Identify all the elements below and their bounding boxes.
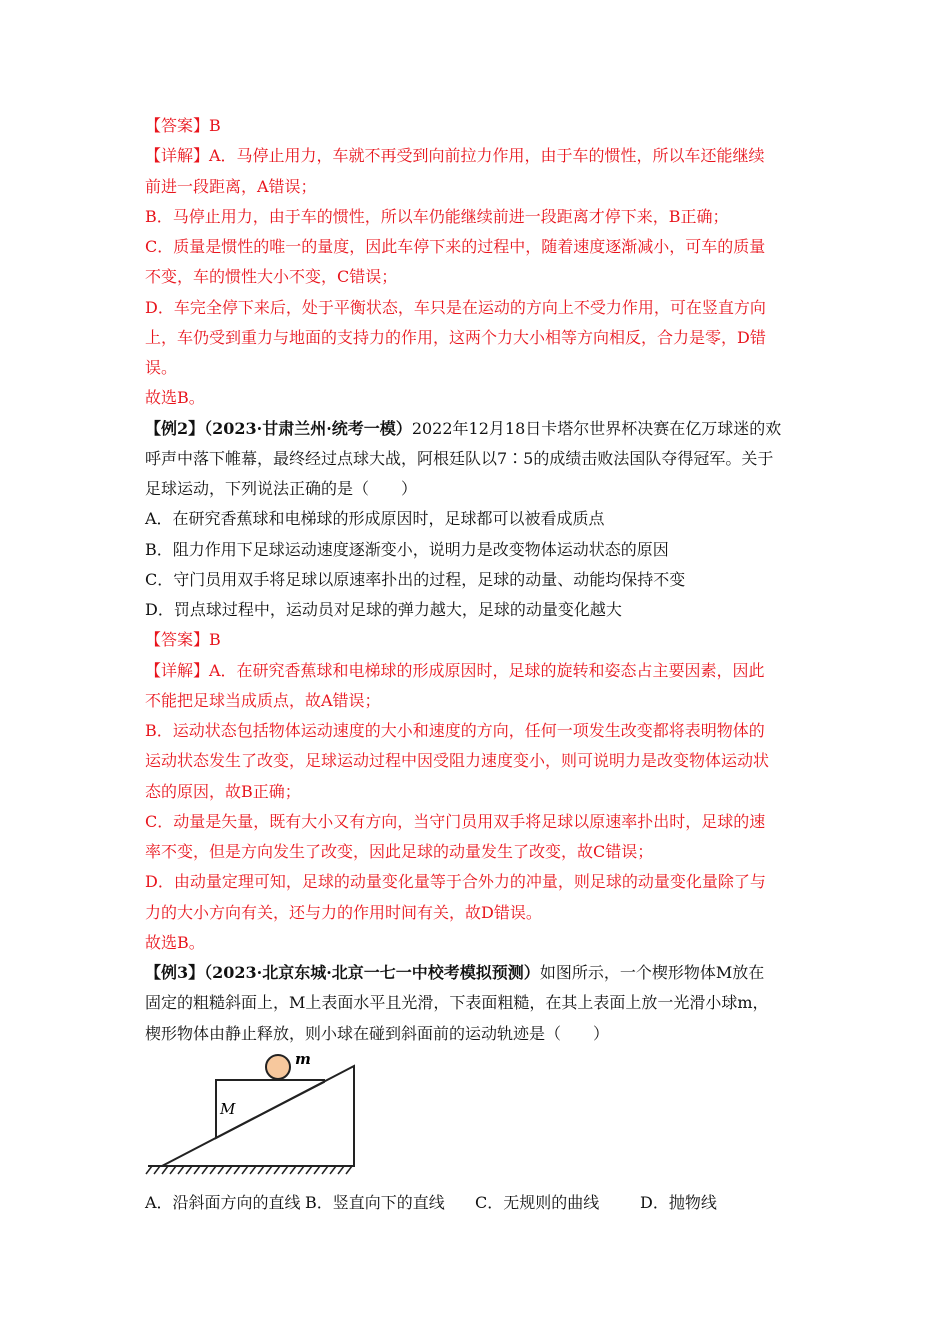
ball-m bbox=[266, 1055, 290, 1079]
line-text: 上，车仍受到重力与地面的支持力的作用，这两个力大小相等方向相反，合力是零，D错 bbox=[145, 327, 766, 347]
text-line bbox=[145, 111, 221, 141]
hatch-mark bbox=[154, 1166, 160, 1174]
text-line bbox=[145, 625, 221, 655]
text-line bbox=[145, 867, 766, 897]
text-line bbox=[145, 807, 765, 837]
hatch-mark bbox=[346, 1166, 352, 1174]
text-line bbox=[145, 898, 542, 928]
text-line bbox=[145, 686, 381, 716]
hatch-mark bbox=[314, 1166, 320, 1174]
text-line bbox=[145, 777, 301, 807]
line-text: B．阻力作用下足球运动速度逐渐变小，说明力是改变物体运动状态的原因 bbox=[145, 539, 669, 559]
hatch-mark bbox=[218, 1166, 224, 1174]
text-line bbox=[145, 202, 729, 232]
text-line bbox=[145, 746, 769, 776]
hatch-mark bbox=[194, 1166, 200, 1174]
line-text: 前进一段距离，A错误； bbox=[145, 176, 317, 196]
line-text: C．动量是矢量，既有大小又有方向，当守门员用双手将足球以原速率扑出时，足球的速 bbox=[145, 811, 766, 831]
hatch-mark bbox=[322, 1166, 328, 1174]
line-text: 固定的粗糙斜面上，M上表面水平且光滑，下表面粗糙，在其上表面上放一光滑小球m， bbox=[145, 993, 769, 1013]
hatch-mark bbox=[210, 1166, 216, 1174]
text-line bbox=[145, 474, 417, 504]
line-text: 误。 bbox=[145, 358, 178, 377]
wedge-incline-figure bbox=[140, 1050, 370, 1180]
example-heading-line bbox=[145, 958, 764, 988]
line-text: C．质量是惯性的唯一的量度，因此车停下来的过程中，随着速度逐渐减小，可车的质量 bbox=[145, 237, 766, 256]
line-text: 【答案】B bbox=[145, 116, 221, 135]
text-line bbox=[145, 262, 397, 292]
line-text: 楔形物体由静止释放，则小球在碰到斜面前的运动轨迹是（ ） bbox=[145, 1023, 610, 1043]
line-text: 运动状态发生了改变，足球运动过程中因受阻力速度变小，则可说明力是改变物体运动状 bbox=[145, 751, 770, 771]
hatch-mark bbox=[258, 1166, 264, 1174]
ball-label: m bbox=[295, 1050, 311, 1068]
hatch-mark bbox=[146, 1166, 152, 1174]
text-line bbox=[145, 535, 669, 565]
line-text: D．由动量定理可知，足球的动量变化量等于合外力的冲量，则足球的动量变化量除了与 bbox=[145, 872, 766, 892]
example-heading-line bbox=[145, 414, 781, 444]
block-label: M bbox=[220, 1100, 236, 1118]
line-text: 不变，车的惯性大小不变，C错误； bbox=[145, 267, 398, 287]
text-line bbox=[145, 444, 773, 474]
hatch-mark bbox=[242, 1166, 248, 1174]
line-text: 故选B。 bbox=[145, 932, 205, 952]
text-line bbox=[145, 595, 622, 625]
option-b: B．竖直向下的直线 bbox=[305, 1193, 445, 1212]
line-text: C．守门员用双手将足球以原速率扑出的过程，足球的动量、动能均保持不变 bbox=[145, 569, 686, 589]
option-d: D．抛物线 bbox=[640, 1193, 717, 1212]
hatch-mark bbox=[250, 1166, 256, 1174]
text-line bbox=[145, 716, 765, 746]
hatch-mark bbox=[226, 1166, 232, 1174]
line-text: A．在研究香蕉球和电梯球的形成原因时，足球都可以被看成质点 bbox=[145, 509, 605, 529]
line-text: 如图所示，一个楔形物体M放在 bbox=[539, 963, 765, 982]
option-c: C．无规则的曲线 bbox=[475, 1193, 600, 1212]
hatch-mark bbox=[170, 1166, 176, 1174]
example-label: 【例3】（2023·北京东城·北京一七一中校考模拟预测） bbox=[145, 963, 540, 982]
text-line bbox=[145, 928, 205, 958]
example-label: 【例2】（2023·甘肃兰州·统考一模） bbox=[145, 418, 412, 438]
hatch-mark bbox=[290, 1166, 296, 1174]
line-text: 态的原因，故B正确； bbox=[145, 781, 301, 801]
line-text: 足球运动，下列说法正确的是（ ） bbox=[145, 479, 418, 498]
hatch-mark bbox=[234, 1166, 240, 1174]
line-text: 力的大小方向有关，还与力的作用时间有关，故D错误。 bbox=[145, 902, 542, 922]
line-text: 【详解】A．在研究香蕉球和电梯球的形成原因时，足球的旋转和姿态占主要因素，因此 bbox=[145, 660, 765, 680]
text-line bbox=[145, 323, 766, 353]
text-line bbox=[145, 353, 177, 383]
line-text: 【答案】B bbox=[145, 630, 221, 650]
line-text: 率不变，但是方向发生了改变，因此足球的动量发生了改变，故C错误； bbox=[145, 842, 654, 861]
hatch-mark bbox=[298, 1166, 304, 1174]
hatch-mark bbox=[330, 1166, 336, 1174]
line-text: 故选B。 bbox=[145, 388, 205, 408]
line-text: B．运动状态包括物体运动速度的大小和速度的方向，任何一项发生改变都将表明物体的 bbox=[145, 721, 765, 740]
text-line bbox=[145, 172, 317, 202]
ground-hatching bbox=[146, 1166, 352, 1174]
line-text: 不能把足球当成质点，故A错误； bbox=[145, 690, 381, 710]
text-line bbox=[145, 504, 605, 534]
text-line bbox=[145, 565, 685, 595]
hatch-mark bbox=[178, 1166, 184, 1174]
text-line bbox=[145, 988, 769, 1018]
hatch-mark bbox=[202, 1166, 208, 1174]
text-line bbox=[145, 232, 765, 262]
hatch-mark bbox=[338, 1166, 344, 1174]
text-line bbox=[145, 837, 653, 867]
hatch-mark bbox=[186, 1166, 192, 1174]
line-text: 【详解】A．马停止用力，车就不再受到向前拉力作用，由于车的惯性，所以车还能继续 bbox=[145, 146, 765, 166]
line-text: D．车完全停下来后，处于平衡状态，车只是在运动的方向上不受力作用，可在竖直方向 bbox=[145, 297, 766, 317]
hatch-mark bbox=[282, 1166, 288, 1174]
text-line bbox=[145, 293, 766, 323]
hatch-mark bbox=[274, 1166, 280, 1174]
line-text: B．马停止用力，由于车的惯性，所以车仍能继续前进一段距离才停下来，B正确； bbox=[145, 206, 729, 226]
line-text: D．罚点球过程中，运动员对足球的弹力越大，足球的动量变化越大 bbox=[145, 600, 622, 619]
line-text: 呼声中落下帷幕，最终经过点球大战，阿根廷队以7∶5的成绩击败法国队夺得冠军。关于 bbox=[145, 448, 774, 468]
hatch-mark bbox=[266, 1166, 272, 1174]
text-line bbox=[145, 383, 205, 413]
hatch-mark bbox=[306, 1166, 312, 1174]
option-a: A．沿斜面方向的直线 bbox=[145, 1193, 301, 1212]
text-line bbox=[145, 141, 765, 171]
text-line bbox=[145, 656, 765, 686]
hatch-mark bbox=[162, 1166, 168, 1174]
text-line bbox=[145, 1019, 609, 1049]
line-text: 2022年12月18日卡塔尔世界杯决赛在亿万球迷的欢 bbox=[411, 418, 782, 438]
